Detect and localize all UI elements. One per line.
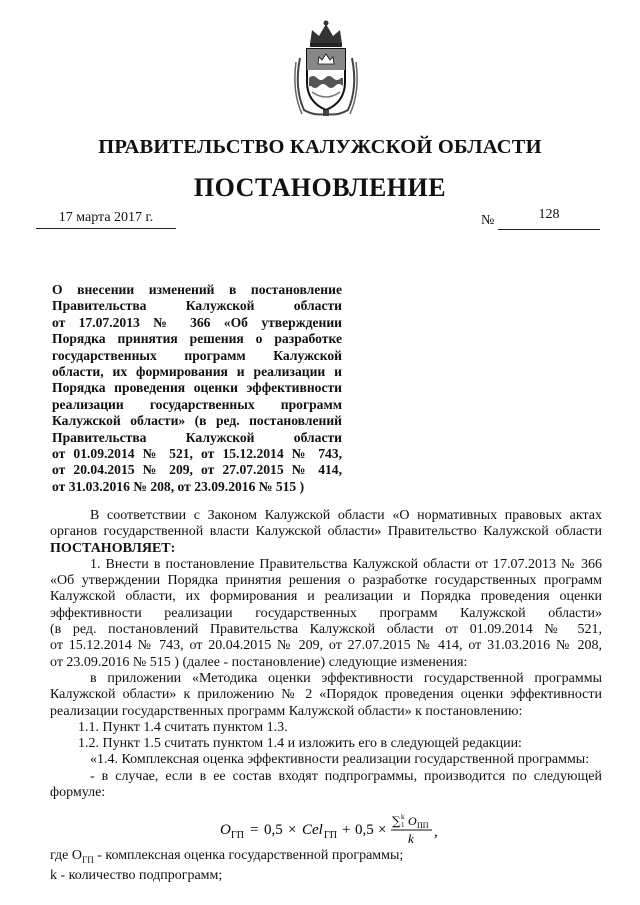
legend-line-1 (50, 848, 602, 868)
formula-comma: , (434, 824, 438, 840)
subject-line: Калужской области» (в ред. постановлений (52, 413, 342, 429)
intro-line: органов государственной власти Калужской области» Правительство Калужской области (50, 524, 602, 540)
subject-line: от 17.07.2013 № 366 «Об утверждении (52, 314, 342, 330)
formula-sum-sub: 1 (401, 821, 405, 829)
document-subject (52, 282, 342, 495)
intro-line: В соответствии с Законом Калужской области «О нормативных правовых актах (90, 508, 602, 523)
subject-line: реализации государственных программ (52, 396, 342, 412)
item-1-2: 1.2. Пункт 1.5 считать пунктом 1.4 и изложить его в следующей редакции: (78, 736, 522, 752)
subject-line: Порядка принятия решения о разработке (52, 331, 342, 347)
document-date-text: 17 марта 2017 г. (58, 210, 154, 225)
document-number-text: 128 (538, 207, 560, 222)
formula-times-1: × (288, 822, 297, 838)
subject-line: Правительства Калужской области (52, 429, 342, 445)
legend-o: где O (50, 848, 82, 863)
government-title: ПРАВИТЕЛЬСТВО КАЛУЖСКОЙ ОБЛАСТИ (98, 136, 542, 158)
document-body (50, 508, 602, 801)
paragraph-2-line: Калужской области» к приложению № 2 «Порядок проведения оценки эффективности (50, 687, 602, 703)
document-number (498, 206, 600, 223)
formula-k1: 0,5 (264, 822, 283, 838)
paragraph-2-line: реализации государственных программ Калужской области» к постановлению: (50, 703, 523, 719)
paragraph-1-line: от 15.12.2014 № 743, от 20.04.2015 № 209, от 27.07.2015 № 414, от 31.03.2016 № 208, (50, 638, 602, 654)
subject-line: О внесении изменений в постановление (52, 282, 342, 297)
formula-lhs: O (220, 822, 231, 838)
decree-word: ПОСТАНОВЛЯЕТ: (50, 540, 176, 556)
formula-cel: Cel (302, 822, 323, 838)
formula-eq: = (250, 822, 259, 838)
subject-line: от 31.03.2016 № 208, от 23.09.2016 № 515 ) (52, 478, 305, 494)
formula-lhs-sub: ГП (231, 830, 245, 841)
subject-line: области, их формирования и реализации и (52, 364, 342, 380)
formula-times-2: × (378, 822, 387, 838)
formula-k2: 0,5 (355, 822, 374, 838)
formula-sum: ∑ (392, 814, 401, 828)
quote-line: «1.4. Комплексная оценка эффективности реализации государственной программы: (90, 752, 590, 768)
efficiency-formula (218, 812, 458, 850)
formula-denominator: k (408, 831, 414, 846)
formula-numerator: O (408, 814, 417, 828)
legend-o-sub: ГП (82, 854, 94, 865)
formula-legend (50, 848, 602, 884)
paragraph-1-line: (в ред. постановлений Правительства Калужской области от 01.09.2014 № 521, (50, 622, 602, 638)
case-line: формуле: (50, 785, 106, 801)
legend-line-2: k - количество подпрограмм; (50, 868, 223, 884)
number-underline (498, 229, 600, 230)
number-label: № (481, 213, 495, 228)
document-date (36, 209, 176, 226)
item-1-1: 1.1. Пункт 1.4 считать пунктом 1.3. (78, 719, 288, 735)
paragraph-1-line: Калужской области, их формирования и реализации и Порядка проведения оценки (50, 589, 602, 605)
formula-numerator-sub: ПП (417, 821, 429, 830)
subject-line: от 20.04.2015 № 209, от 27.07.2015 № 414, (52, 462, 342, 478)
paragraph-1-line: 1. Внести в постановление Правительства Калужской области от 17.07.2013 № 366 (90, 556, 602, 572)
formula-cel-sub: ГП (324, 830, 338, 841)
date-underline (36, 228, 176, 229)
subject-line: от 01.09.2014 № 521, от 15.12.2014 № 743, (52, 446, 342, 462)
formula-sum-sup: k (401, 813, 405, 821)
subject-line: Порядка проведения оценки эффективности (52, 380, 342, 396)
document-type-title: ПОСТАНОВЛЕНИЕ (193, 173, 447, 202)
paragraph-1-line: эффективности реализации государственных программ Калужской области» (50, 605, 602, 621)
paragraph-1-line: «Об утверждении Порядка принятия решения о разработке государственных программ (50, 573, 602, 589)
subject-line: государственных программ Калужской (52, 347, 342, 363)
paragraph-1-line: от 23.09.2016 № 515 ) (далее - постановление) следующие изменения: (50, 654, 468, 670)
formula-plus: + (342, 822, 351, 838)
case-line: - в случае, если в ее состав входят подпрограммы, производится по следующей (90, 768, 602, 784)
subject-line: Правительства Калужской области (52, 298, 342, 314)
legend-o-rest: - комплексная оценка государственной программы; (93, 848, 404, 863)
kaluga-region-coat-of-arms-icon (290, 18, 362, 118)
paragraph-2-line: в приложении «Методика оценки эффективности государственной программы (90, 670, 602, 686)
